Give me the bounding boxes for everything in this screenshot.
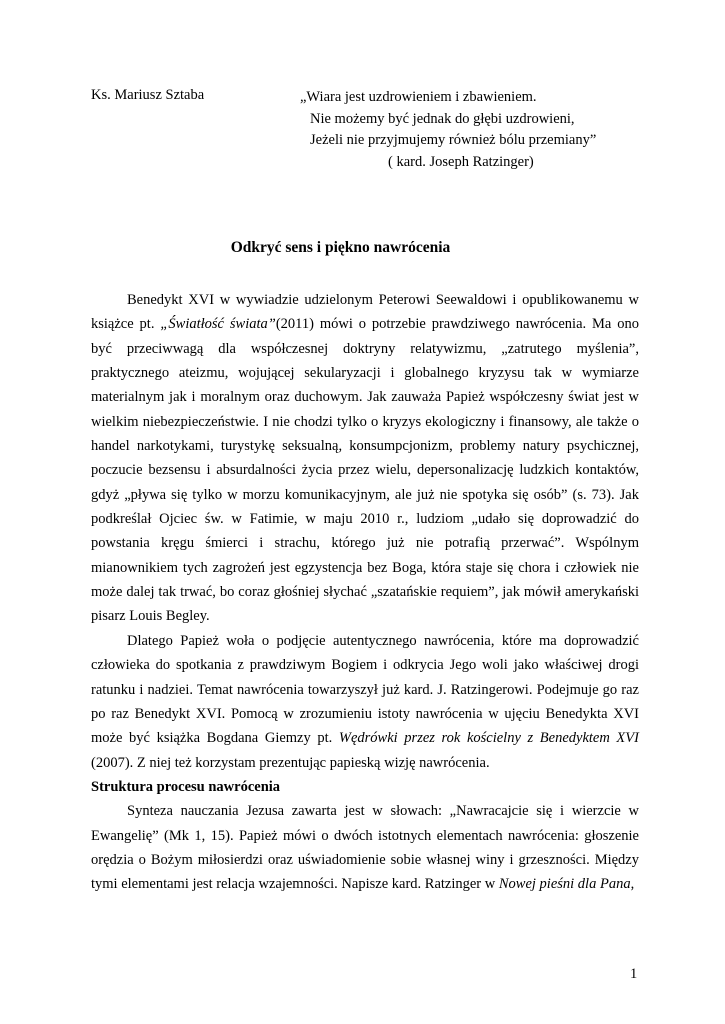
article-title <box>0 239 725 257</box>
page-number: 1 <box>630 966 638 982</box>
epigraph-line: Nie możemy być jednak do głębi uzdrowieni, <box>310 110 575 127</box>
article-title-text: Odkryć sens i piękno nawrócenia <box>230 239 451 256</box>
section-heading: Struktura procesu nawrócenia <box>91 778 281 795</box>
paragraph <box>91 288 639 629</box>
book-title: Nowej pieśni dla Pana <box>498 876 631 893</box>
paragraph-text: (2011) mówi o potrzebie prawdziwego nawrócenia. Ma ono być przeciwwagą dla współczesnej doktryny relatywizmu, „zatrutego myślenia”, praktycznego ateizmu, wojującej sekularyzacji i globalnego kryzysu tak w wymiarze materialnym jak i moralnym oraz duchowym. Jak zauważa Papież współczesny świat jest w wielkim niebezpieczeństwie. I nie chodzi tylko o kryzys ekologiczny i finansowy, ale także o handel narkotykami, turystykę seksualną, konsumpcjonizm, problemy natury psychicznej, poczucie bezsensu i absurdalności życia przez wielu, depersonalizację ludzkich kontaktów, gdyż „pływa się tylko w morzu komunikacyjnym, ale już nie spotyka się osób” (s. 73). Jak podkreślał Ojciec św. w Fatimie, w maju 2010 r., ludziom „udało się doprowadzić do powstania kręgu śmierci i strachu, którego już nie potrafią przerwać”. Wspólnym mianownikiem tych zagrożeń jest egzystencja bez Boga, która staje się chora i człowiek nie może dalej tak trwać, bo coraz głośniej słychać „szatańskie requiem”, jak mówił amerykański pisarz Louis Begley. <box>91 316 639 625</box>
epigraph <box>300 87 596 173</box>
paragraph-text: Benedykt XVI w wywiadzie udzielonym Peterowi Seewaldowi i opublikowanemu w książce pt. <box>91 292 639 333</box>
paragraph-text: , <box>630 876 635 893</box>
paragraph-text: (2007). Z niej też korzystam prezentując papieską wizję nawrócenia. <box>91 754 490 771</box>
article-body <box>91 288 639 897</box>
paragraph <box>91 799 639 896</box>
paragraph-text: Synteza nauczania Jezusa zawarta jest w słowach: „Nawracajcie się i wierzcie w Ewangelię” (Mk 1, 15). Papież mówi o dwóch istotnych elementach nawrócenia: głoszenie orędzia o Bożym miłosierdzi oraz uświadomienie sobie własnej winy i grzeszności. Między tymi elementami jest relacja wzajemności. Napisze kard. Ratzinger w <box>91 803 639 893</box>
book-title: „Światłość świata” <box>160 316 276 333</box>
paragraph <box>91 629 639 775</box>
book-title: Wędrówki przez rok kościelny z Benedyktem XVI <box>338 730 639 747</box>
paragraph-text: Dlatego Papież woła o podjęcie autentycznego nawrócenia, które ma doprowadzić człowieka do spotkania z prawdziwym Bogiem i odkrycia Jego woli jako właściwej drogi ratunku i nadziei. Temat nawrócenia towarzyszył już kard. J. Ratzingerowi. Podejmuje go raz po raz Benedykt XVI. Pomocą w zrozumieniu istoty nawrócenia w ujęciu Benedykta XVI może być książka Bogdana Giemzy pt. <box>91 632 639 747</box>
epigraph-line: Jeżeli nie przyjmujemy również bólu przemiany” <box>310 132 597 148</box>
epigraph-attribution: ( kard. Joseph Ratzinger) <box>388 153 534 170</box>
epigraph-line: „Wiara jest uzdrowieniem i zbawieniem. <box>300 89 537 105</box>
author-name: Ks. Mariusz Sztaba <box>91 87 205 103</box>
